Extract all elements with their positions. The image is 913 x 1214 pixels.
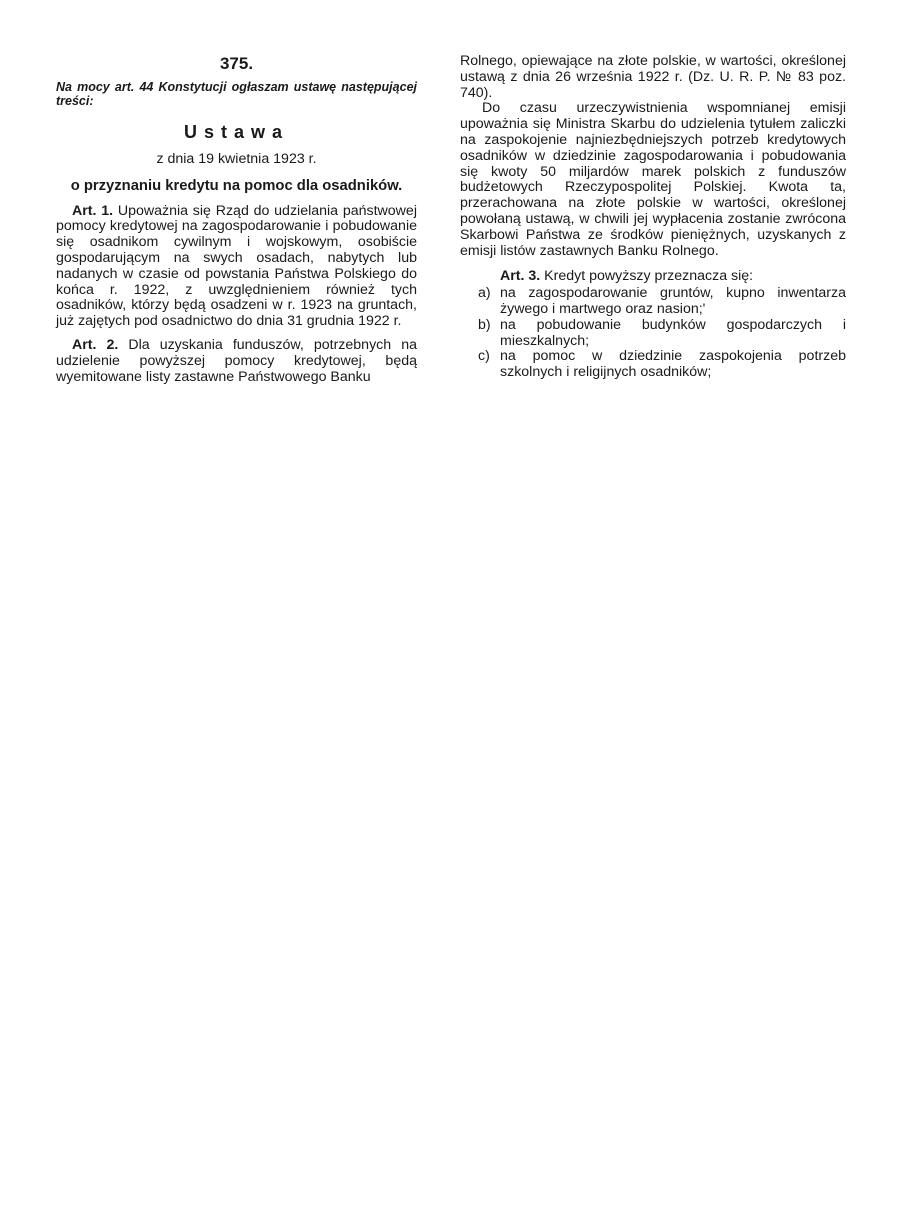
article-3-intro [460, 269, 846, 285]
document-heading: Ustawa [183, 122, 290, 142]
act-date: z dnia 19 kwietnia 1923 r. [156, 151, 317, 167]
list-item-text: na pobudowanie budynków gospodarczych i mieszkalnych; [500, 316, 846, 349]
list-item [478, 318, 846, 350]
article-1-label: Art. 1. [72, 202, 114, 219]
left-column [56, 54, 417, 393]
list-item-text: na zagospodarowanie gruntów, kupno inwentarza żywego i martwego oraz nasion;' [500, 285, 846, 317]
list-item-mark: c) [478, 348, 490, 365]
act-subject: o przyznaniu kredytu na pomoc dla osadników. [70, 177, 403, 194]
list-item [478, 286, 846, 318]
article-2-text: Dla uzyskania funduszów, potrzebnych na udzielenie powyższej pomocy kredytowej, będą wyemitowane listy zastawne Państwowego Banku [56, 336, 417, 385]
right-column [460, 54, 846, 381]
list-item-text: na pomoc w dziedzinie zaspokojenia potrzeb szkolnych i religijnych osadników; [500, 348, 846, 381]
article-2-continuation: Rolnego, opiewające na złote polskie, w wartości, określonej ustawą z dnia 26 września 1922 r. (Dz. U. R. P. № 83 poz. 740). [460, 53, 846, 101]
promulgation-intro: Na mocy art. 44 Konstytucji ogłaszam ustawę następującej treści: [56, 80, 417, 108]
article-2-label: Art. 2. [72, 336, 119, 353]
article-3-label: Art. 3. [500, 268, 541, 285]
article-2-paragraph-2: Do czasu urzeczywistnienia wspomnianej emisji upoważnia się Ministra Skarbu do udzielenia tytułem zaliczki na zaspokojenie najniezbędniejszych potrzeb kredytowych osadników w dziedzinie zagospodarowania i pobudowania się kwoty 50 miljardów marek polskich z funduszów budżetowych Rzeczypospolitej Polskiej. Kwota ta, przerachowana na złote polskie w wartości, określonej powołaną ustawą, w chwili jej wypłacenia zostanie zwrócona Skarbowi Państwa ze środków pieniężnych, uzyskanych z emisji listów zastawnych Banku Rolnego. [460, 100, 846, 259]
article-3-list [460, 286, 846, 381]
article-3-text: Kredyt powyższy przeznacza się: [544, 268, 754, 285]
article-1-text: Upoważnia się Rząd do udzielania państwowej pomocy kredytowej na zagospodarowanie i pobudowanie się osadnikom cywilnym i wojskowym, osobiście gospodarującym na swych osadach, nabytych lub nadanych w czasie od powstania Państwa Polskiego do końca r. 1922, z uwzględnieniem również tych osadników, którzy będą osadzeni w r. 1923 na gruntach, już zajętych pod osadnictwo do dnia 31 grudnia 1922 r. [56, 202, 417, 330]
list-item [478, 349, 846, 381]
article-2 [56, 338, 417, 385]
article-1 [56, 204, 417, 330]
act-number: 375. [219, 54, 254, 73]
list-item-mark: b) [478, 316, 491, 333]
article-3 [460, 269, 846, 381]
list-item-mark: a) [478, 285, 491, 302]
